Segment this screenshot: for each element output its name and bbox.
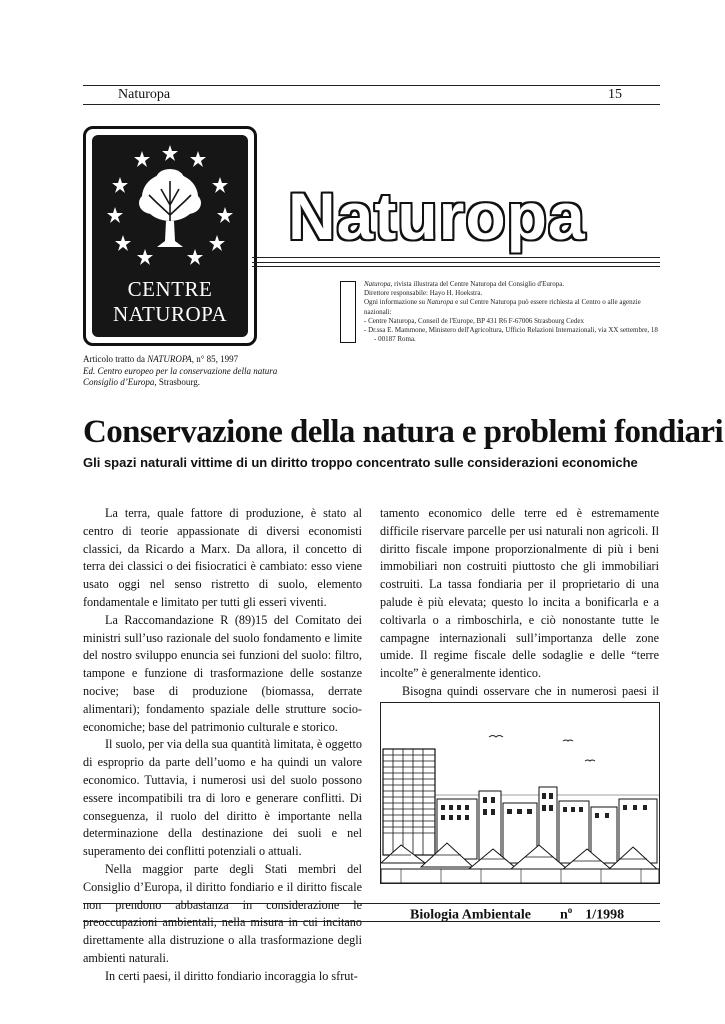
info-box-text — [364, 280, 660, 344]
wordmark-rule-1 — [252, 257, 660, 258]
article-title: Conservazione della natura e problemi fondiari — [83, 414, 724, 450]
paragraph: Il suolo, per via della sua quantità limitata, è oggetto di esproprio da parte dell’uomo e ha quindi un valore economico. Tuttavia, i numerosi usi del suolo possono essere incompatibili tra di loro e generare conflitti. Di conseguenza, il ruolo del diritto è importante nella determinazione della destinazione dei suoli e nel superamento dei conflitti potenziali o attuali. — [83, 737, 362, 859]
page-number: 15 — [608, 87, 622, 102]
centre-naturopa-logo — [83, 126, 257, 346]
credit-line1-b: , n° 85, 1997 — [191, 354, 239, 364]
running-header-journal: Naturopa — [118, 87, 171, 102]
credit-line1-a: Articolo tratto da — [83, 354, 148, 364]
logo-line-centre: CENTRE — [127, 277, 213, 301]
info-line2: Direttore responsabile: Hayo H. Hoekstra. — [364, 289, 483, 298]
article-credit — [83, 354, 343, 389]
paragraph: In certi paesi, il diritto fondiario incoraggia lo sfrut- — [105, 968, 358, 983]
credit-line2: Ed. Centro europeo per la conservazione della natura — [83, 365, 278, 376]
paragraph: La Raccomandazione R (89)15 del Comitato dei ministri sull’uso razionale del suolo fondamento e limite del nostro sviluppo enuncia sei funzioni del suolo: filtro, tampone e funzione di trasformazione delle sostanze nocive; base di produzione (biomassa, derrate alimentari); fondamento spaziale delle strutture socio-economiche; base del patrimonio culturale e storico. — [83, 612, 362, 734]
info-line3-a: Ogni informazione su — [364, 298, 427, 307]
logo-line-naturopa: NATUROPA — [112, 302, 228, 326]
city-skyline-illustration — [380, 702, 660, 884]
header-bottom-rule — [83, 104, 660, 105]
footer-issue: 1/1998 — [585, 907, 625, 923]
info-journal-name: Naturopa — [364, 280, 391, 288]
paragraph: Nella maggior parte degli Stati membri del Consiglio d’Europa, il diritto fondiario e il diritto fiscale non prendono abbastanza in considerazione le preoccupazioni ambientali, nella misura in cui incitano direttamente alla distruzione o alla trasformazione degli ambienti naturali. — [83, 861, 362, 965]
tree-with-stars-icon — [95, 137, 245, 277]
article-subtitle: Gli spazi naturali vittime di un diritto troppo concentrato sulle considerazioni economiche — [83, 455, 638, 470]
city-sketch-image — [381, 703, 659, 883]
footer-journal: Biologia Ambientale — [410, 907, 531, 923]
info-line3-italic: Naturopa — [426, 298, 454, 307]
footer-top-rule — [83, 903, 660, 904]
credit-line3-b: , Strasbourg. — [154, 377, 201, 387]
info-line3-b: e sul Centre Naturopa può essere richiesta al Centro o alle agenzie nazionali: — [364, 298, 641, 316]
wordmark-rule-2 — [252, 262, 660, 263]
info-box-marker — [340, 281, 356, 343]
wordmark-rule-3 — [252, 266, 660, 267]
info-address-roma: - Dr.ssa E. Mammone, Ministero dell'Agricoltura, Ufficio Relazioni Internazionali, via XX settembre, 18 - 00187 Roma. — [364, 326, 658, 344]
info-address-strasbourg: - Centre Naturopa, Conseil de l'Europe, BP 431 R6 F-67006 Strasbourg Cedex — [364, 316, 584, 325]
naturopa-wordmark: Naturopa — [288, 179, 586, 253]
credit-line3-italic: Consiglio d’Europa — [83, 377, 155, 387]
footer-bottom-rule — [83, 921, 660, 922]
paragraph: tamento economico delle terre ed è estremamente difficile riservare parcelle per usi naturali non agricoli. Il diritto fiscale impone proporzionalmente di più i beni immobiliari non costruiti piuttosto che gli immobiliari costruiti. La tassa fondiaria per il proprietario di una palude è più elevata; questo lo incita a bonificarla e a coltivarla o a rimboschirla, e ciò nonostante tutte le campagne internazionali sull’importanza delle zone umide. Il regime fiscale delle sodaglie e delle “terre incolte” è generalmente identico. — [380, 506, 659, 681]
paragraph: La terra, quale fattore di produzione, è stato al centro di teorie appassionate di diversi economisti classici, da Ricardo a Marx. Da allora, il concetto di terra dei classici o dei fisiocratici è cambiato: esso viene usato oggi nel senso ristretto di suolo, elemento fondamentale e limitato per tutti gli esseri viventi. — [83, 506, 362, 609]
footer-issue-label: n — [559, 907, 568, 923]
credit-source-name: NATUROPA — [147, 354, 192, 364]
footer-issue-sup: o — [567, 905, 573, 915]
paragraph: Bisogna quindi osservare che in numerosi paesi il — [402, 683, 659, 698]
info-line1: , rivista illustrata del Centre Naturopa del Consiglio d'Europa. — [390, 280, 565, 288]
header-top-rule — [83, 85, 660, 86]
article-column-1 — [83, 505, 362, 986]
